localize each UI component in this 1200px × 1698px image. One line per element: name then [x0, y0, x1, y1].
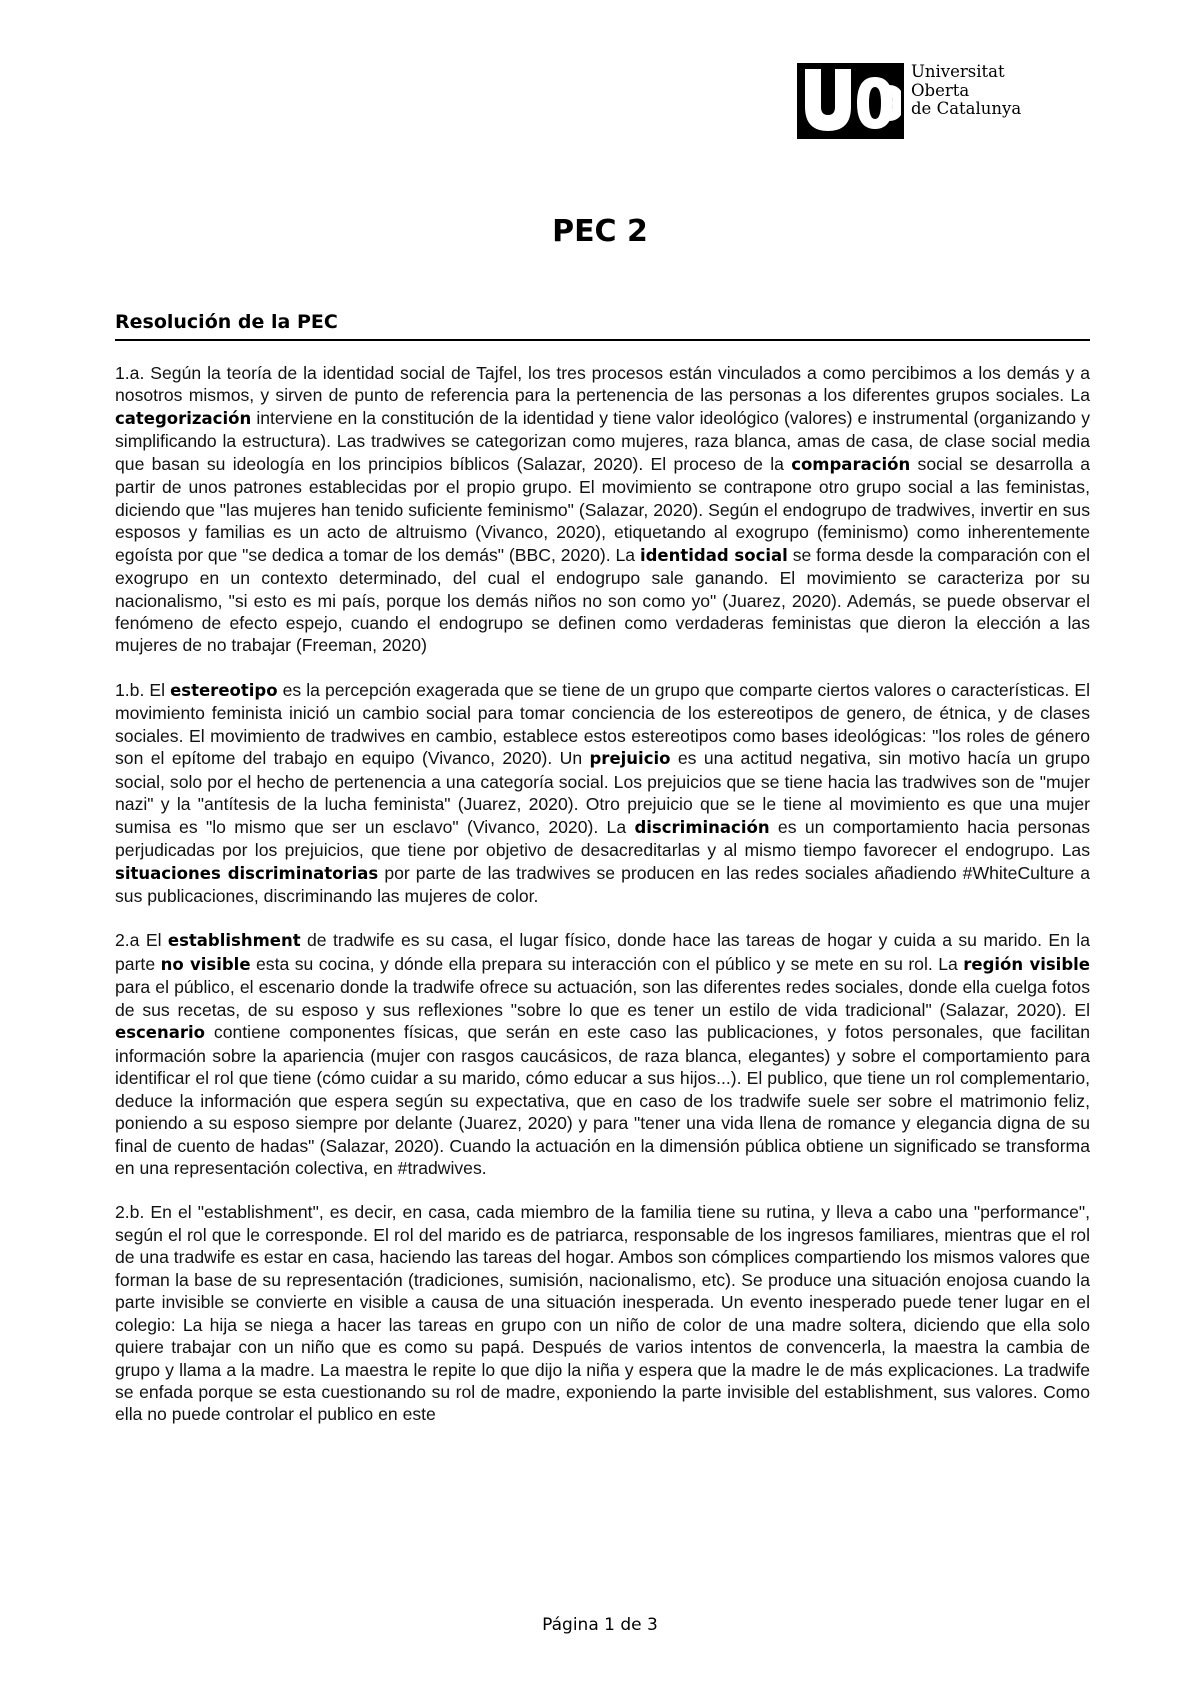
paragraph-text: para el público, el escenario donde la tradwife ofrece su actuación, son las diferentes redes sociales, donde ella cuelga fotos de sus recetas, de su esposo y sus reflexiones "sobre lo que es tener un estilo de vida tradicional" (Salazar, 2020). El [115, 977, 1090, 1020]
paragraph-text: es una actitud negativa, sin motivo hacía un grupo social, solo por el hecho de pertenencia a una categoría social. Los prejuicios que se tiene hacia las tradwives son de "mujer nazi" y la "antítesis de la lucha feminista" (Juarez, 2020). Otro prejuicio que se le tiene al movimiento es que una mujer sumisa es "lo mismo que ser un esclavo" (Vivanco, 2020). La [115, 748, 1090, 837]
paragraph-text: 1.b. El [115, 679, 171, 700]
paragraph-text: de tradwife es su casa, el lugar físico, donde hace las tareas de hogar y cuida a su marido. En la parte [115, 930, 1090, 974]
paragraph-text: contiene componentes físicas, que serán en este caso las publicaciones, y fotos personales, que facilitan información sobre la apariencia (mujer con rasgos caucásicos, de raza blanca, elegantes) y sobre el comportamiento para identificar el rol que tiene (cómo cuidar a su marido, cómo educar a sus hijos...). El publico, que tiene un rol complementario, deduce la información que espera según su expectativa, que en caso de los tradwife suele ser sobre el matrimonio feliz, poniendo a su esposo siempre por delante (Juarez, 2020) y para "tener una vida llena de romance y elegancia digna de su final de cuento de hadas" (Salazar, 2020). Cuando la actuación en la dimensión pública obtiene un significado se transforma en una representación colectiva, en #tradwives. [115, 1022, 1090, 1178]
key-term: categorización [115, 408, 252, 428]
uoc-logo-line-1: Universitat [911, 62, 1005, 81]
key-term: identidad social [639, 545, 788, 565]
key-term: escenario [115, 1023, 205, 1043]
key-term: estereotipo [170, 680, 278, 700]
paragraph-text: 2.a El [115, 930, 168, 951]
paragraph-text: 1.a. Según la teoría de la identidad social de Tajfel, los tres procesos están vinculados a como percibimos a los demás y a nosotros mismos, y sirven de punto de referencia para la pertenencia de las personas a los diferentes grupos sociales. La [115, 363, 1090, 406]
paragraph-text: 2.b. En el "establishment", es decir, en casa, cada miembro de la familia tiene su rutina, y lleva a cabo una "performance", según el rol que le corresponde. El rol del marido es de patriarca, responsable de los ingresos familiares, mientras que el rol de una tradwife es estar en casa, haciendo las tareas del hogar. Ambos son cómplices compartiendo los mismos valores que forman la base de su representación (tradiciones, sumisión, nacionalismo, etc). Se produce una situación enojosa cuando la parte invisible se convierte en visible a causa de una situación inesperada. Un evento inesperado puede tener lugar en el colegio: La hija se niega a hacer las tareas en grupo con un niño de color de una madre soltera, diciendo que ella solo quiere trabajar con un niño que es como su papá. Después de varios intentos de convencerla, la maestra la cambia de grupo y llama a la madre. La maestra le repite lo que dijo la niña y espera que la madre le de más explicaciones. La tradwife se enfada porque se esta cuestionando su rol de madre, exponiendo la parte invisible del establishment, sus valores. Como ella no puede controlar el publico en este [115, 1202, 1090, 1425]
paragraph-text: es la percepción exagerada que se tiene de un grupo que comparte ciertos valores o características. El movimiento feminista inició un cambio social para tomar conciencia de los estereotipos de genero, de étnica, y de clases sociales. El movimiento de tradwives en cambio, establece estos estereotipos como bases ideológicas: "los roles de género son el epítome del trabajo en equipo (Vivanco, 2020). Un [115, 679, 1090, 769]
page-number: Página 1 de 3 [542, 1615, 658, 1635]
uoc-logo-name [911, 63, 1021, 119]
key-term: establishment [167, 931, 301, 951]
uoc-logo [797, 63, 1037, 139]
key-term: comparación [791, 454, 911, 474]
uoc-logo-mark-icon [797, 63, 904, 139]
key-term: situaciones discriminatorias [115, 863, 379, 883]
uoc-logo-line-3: de Catalunya [911, 99, 1022, 118]
key-term: discriminación [634, 817, 770, 837]
paragraph-text: por parte de las tradwives se producen en las redes sociales añadiendo #WhiteCulture a sus publicaciones, discriminando las mujeres de color. [115, 862, 1090, 906]
section-heading: Resolución de la PEC [115, 309, 1090, 341]
paragraph-text: social se desarrolla a partir de unos patrones establecidas por el propio grupo. El movimiento se contrapone otro grupo social a las feministas, diciendo que "las mujeres han tenido suficiente feminismo" (Salazar, 2020). Según el endogrupo de tradwives, invertir en sus esposos y familias es un acto de altruismo (Vivanco, 2020), etiquetando al exogrupo (feminismo) como inherentemente egoísta por que "se dedica a tomar de los demás" (BBC, 2020). La [115, 453, 1090, 565]
key-term: no visible [160, 954, 251, 974]
uoc-logo-line-2: Oberta [911, 80, 970, 100]
paragraph-text: se forma desde la comparación con el exogrupo en un contexto determinado, del cual el endogrupo sale ganando. El movimiento se caracteriza por su nacionalismo, "si esto es mi país, porque los demás niños no son como yo" (Juarez, 2020). Además, se puede observar el fenómeno de efecto espejo, cuando el endogrupo se definen como verdaderas feministas que dieron la elección a las mujeres de no trabajar (Freeman, 2020) [115, 544, 1090, 656]
paragraph-text: interviene en la constitución de la identidad y tiene valor ideológico (valores) e instrumental (organizando y simplificando la estructura). Las tradwives se categorizan como mujeres, raza blanca, amas de casa, de clase social media que basan su ideología en los principios bíblicos (Salazar, 2020). El proceso de la [115, 407, 1090, 474]
document-body [115, 362, 1090, 1448]
body-paragraph [115, 1201, 1090, 1426]
paragraph-text: es un comportamiento hacia personas perjudicadas por los prejuicios, que tiene por objetivo de desacreditarlas y al mismo tiempo favorecer el endogrupo. Las [115, 816, 1090, 861]
body-paragraph [115, 929, 1090, 1179]
key-term: prejuicio [589, 749, 671, 769]
document-title: PEC 2 [552, 214, 648, 249]
paragraph-text: esta su cocina, y dónde ella prepara su interacción con el público y se mete en su rol. La [250, 953, 964, 974]
key-term: región visible [963, 954, 1090, 974]
body-paragraph [115, 679, 1090, 908]
body-paragraph [115, 362, 1090, 657]
